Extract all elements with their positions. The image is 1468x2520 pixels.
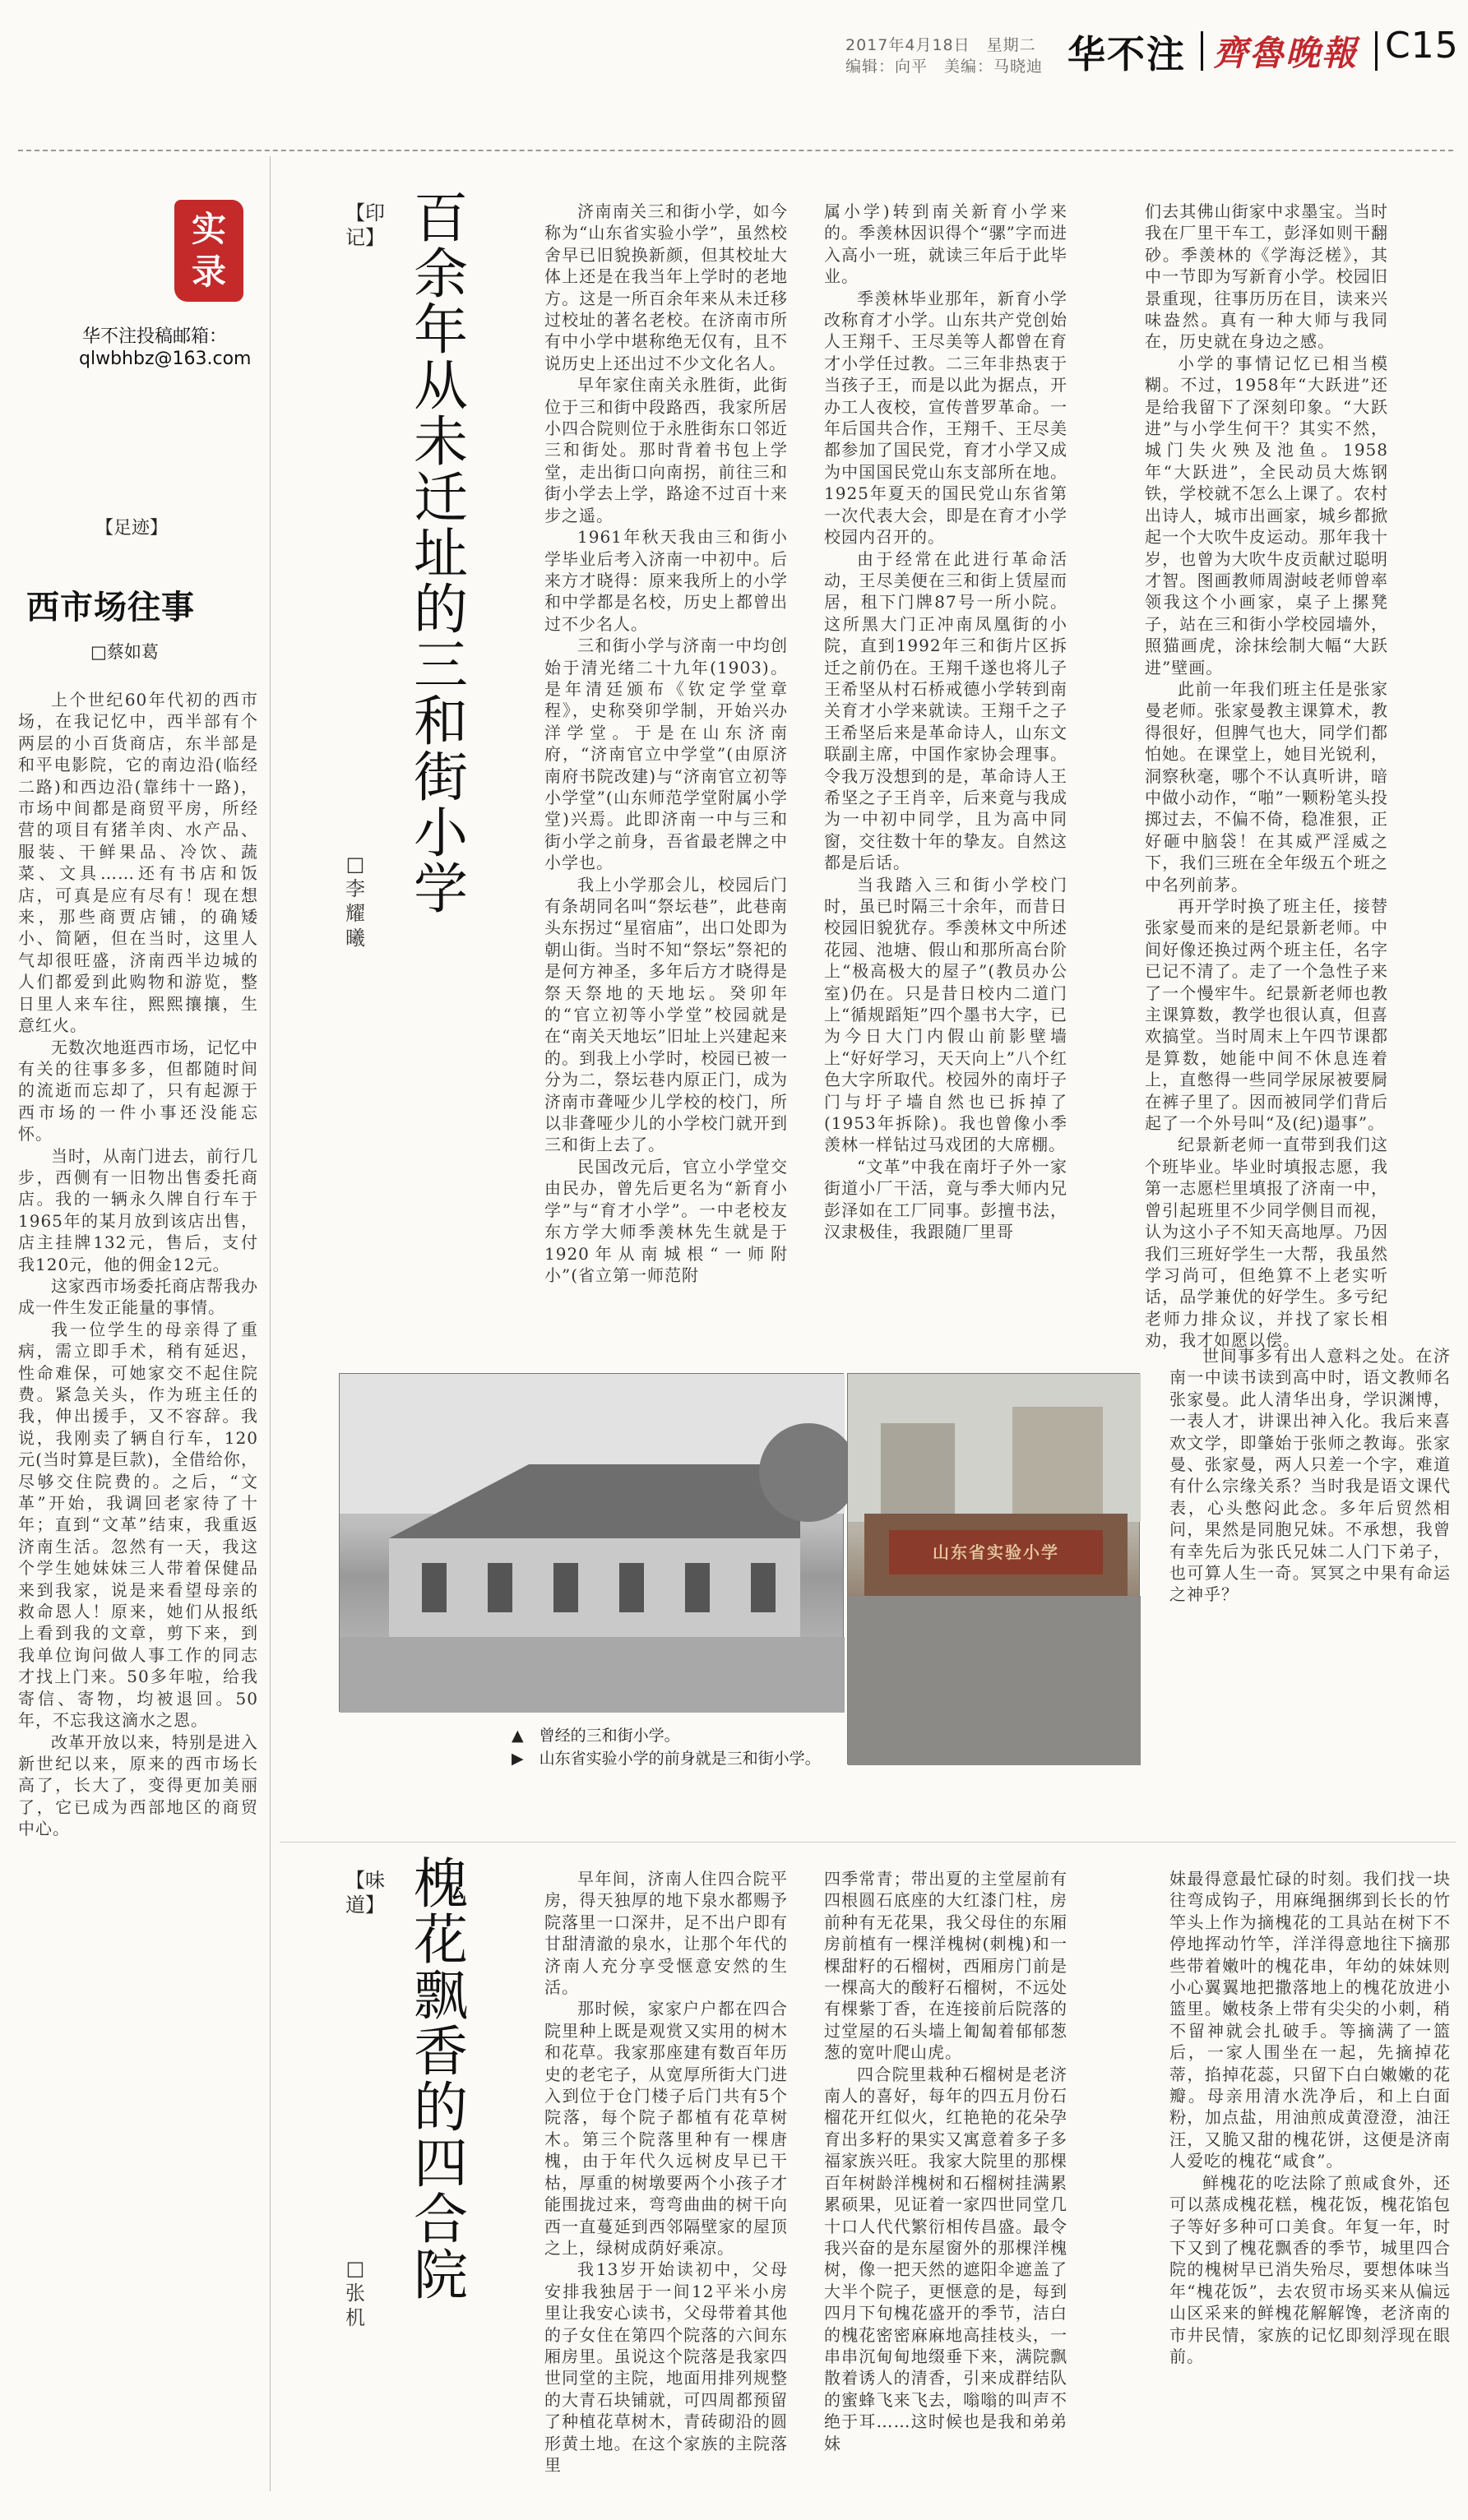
- paragraph: 属小学)转到南关新育小学来的。季羡林因识得个“骡”字而进入高小一班，就读三年后于此毕业。: [824, 201, 1067, 287]
- paragraph: 小学的事情记忆已相当模糊。不过，1958年“大跃进”还是给我留下了深刻印象。“大跃进”与小学生何干？其实不然，城门失火殃及池鱼。1958年“大跃进”，全民动员大炼钢铁，学校就不怎么上课了。农村出诗人，城市出画家，城乡都掀起一个大吹牛皮运动。那年我十岁，也曾为大吹牛皮贡献过聪明才智。图画教师周澍岐老师曾率领我这个小画家，桌子上摞凳子，站在三和街小学校园墙外，照猫画虎，涂抹绘制大幅“大跃进”壁画。: [1145, 353, 1388, 677]
- paragraph: 四季常青；带出夏的主堂屋前有四根圆石底座的大红漆门柱，房前种有无花果，我父母住的东厢房前植有一棵洋槐树(刺槐)和一棵甜籽的石榴树，西厢房门前是一棵高大的酸籽石榴树，不远处有棵紫丁香，在连接前后院落的过堂屋的石头墙上匍匐着郁郁葱葱的宽叶爬山虎。: [824, 1869, 1067, 2063]
- article-column: [1145, 201, 1388, 1351]
- paragraph: 改革开放以来，特别是进入新世纪以来，原来的西市场长高了，长大了，变得更加美丽了，它已成为西部地区的商贸中心。: [18, 1732, 258, 1839]
- article-author: □蔡如葛: [90, 642, 159, 662]
- section-divider: [280, 1842, 1456, 1843]
- article-author: □李耀曦: [345, 853, 365, 950]
- article-category: 【足迹】: [95, 518, 169, 539]
- header-divider: [1201, 31, 1203, 71]
- paragraph: 纪景新老师一直带到我们这个班毕业。毕业时填报志愿，我第一志愿栏里填报了济南一中，曾引起班里不少同学侧目而视，认为这小子不知天高地厚。乃因我们三班好学生一大帮，我虽然学习尚可，但绝算不上老实听话，品学兼优的好学生。多亏纪老师力排众议，并找了家长相劝，我才如愿以偿。: [1145, 1135, 1388, 1351]
- paragraph: 1961年秋天我由三和街小学毕业后考入济南一中初中。后来方才晓得：原来我所上的小学和中学都是名校，历史上都曾出过不少名人。: [544, 527, 788, 634]
- article-author: □张机: [345, 2257, 365, 2329]
- paragraph: 世间事多有出人意料之处。在济南一中读书读到高中时，语文教师名张家曼。此人清华出身，学识渊博，一表人才，讲课出神入化。我后来喜欢文学，即肇始于张师之教诲。张家曼、张家曼，两人只差一个字，难道有什么宗缘关系？当时我是语文课代表，心头憋闷此念。多年后贸然相问，果然是同胞兄妹。不承想，我曾有幸先后为张氏兄妹二人门下弟子，也可算人生一奇。冥冥之中果有命运之神乎？: [1169, 1346, 1451, 1605]
- article-category: 【印记】: [345, 201, 385, 249]
- seal-char: 实: [191, 209, 226, 249]
- newspaper-logo: 齊魯晚報: [1213, 33, 1359, 73]
- editor-credits: 编辑：向平 美编：马晓迪: [845, 58, 1044, 76]
- section-title: 华不注: [1067, 32, 1186, 76]
- contact-email[interactable]: qlwbhbz@163.com: [79, 349, 252, 369]
- contact-label: 华不注投稿邮箱：: [82, 326, 228, 347]
- article-body: [18, 689, 258, 2465]
- paragraph: 早年间，济南人住四合院平房，得天独厚的地下泉水都赐予院落里一口深井，足不出户即有甘甜清澈的泉水，让那个年代的济南人充分享受惬意安然的生活。: [544, 1869, 788, 1998]
- paragraph: “文革”中我在南圩子外一家街道小厂干活，竟与季大师内兄彭泽如在工厂同事。彭擅书法，汉隶极佳，我跟随厂里哥: [824, 1156, 1067, 1242]
- seal-char: 录: [191, 252, 226, 292]
- paragraph: 们去其佛山街家中求墨宝。当时我在厂里干车工，彭泽如则干翻砂。季羡林的《学海泛槎》，其中一节即为写新育小学。校园旧景重现，往事历历在目，读来兴味盎然。真有一种大师与我同在，历史就在身边之感。: [1145, 201, 1388, 352]
- paragraph: 民国改元后，官立小学堂交由民办，曾先后更名为“新育小学”与“育才小学”。一中老校友东方学大师季羡林先生就是于1920年从南城根“一师附小”(省立第一师范附: [544, 1156, 788, 1285]
- article-column: [1169, 1868, 1451, 2493]
- article-column: [544, 1868, 788, 2493]
- paragraph: 上个世纪60年代初的西市场，在我记忆中，西半部有个两层的小百货商店，东半部是和平电影院，它的南边沿(临经二路)和西边沿(靠纬十一路)，市场中间都是商贸平房，所经营的项目有猪羊肉、水产品、服装、干鲜果品、冷饮、蔬菜、文具……还有书店和饭店，可真是应有尽有！现在想来，那些商贾店铺，的确矮小、简陋，但在当时，这里人气却很旺盛，济南西半边城的人们都爱到此购物和游览，整日里人来车往，熙熙攘攘，生意红火。: [18, 690, 258, 1036]
- article-title: 槐花飘香的四合院: [414, 1852, 468, 2307]
- section-seal: [174, 200, 243, 302]
- article-category: 【味道】: [345, 1869, 385, 1917]
- article-title: 百余年从未迁址的三和街小学: [414, 187, 468, 921]
- article-column: [544, 201, 788, 1345]
- paragraph: 无数次地逛西市场，记忆中有关的往事多多，但都随时间的流逝而忘却了，只有起源于西市场的一件小事还没能忘怀。: [18, 1037, 258, 1144]
- article-column: [824, 201, 1067, 1337]
- article-column: [1169, 1345, 1451, 1838]
- paragraph: 季羡林毕业那年，新育小学改称育才小学。山东共产党创始人王翔千、王尽美等人都曾在育才小学任过教。二三年非热衷于当孩子王，而是以此为据点，开办工人夜校，宣传普罗革命。一年后国共合作，王翔千、王尽美都参加了国民党，育才小学又成为中国国民党山东支部所在地。1925年夏天的国民党山东省第一次代表大会，即是在育才小学校园内召开的。: [824, 288, 1067, 548]
- paragraph: 这家西市场委托商店帮我办成一件生发正能量的事情。: [18, 1275, 258, 1318]
- paragraph: 当我踏入三和街小学校门时，虽已时隔三十余年，而昔日校园旧貌犹存。季羡林文中所述花园、池塘、假山和那所高台阶上“极高极大的屋子”(教员办公室)仍在。只是昔日校内二道门上“循规蹈矩”四个墨书大字，已为今日大门内假山前影壁墙上“好好学习，天天向上”八个红色大字所取代。校园外的南圩子门与圩子墙自然也已拆掉了(1953年拆除)。我也曾像小季羡林一样钻过马戏团的大席棚。: [824, 874, 1067, 1155]
- photo-caption: ▲ 曾经的三和街小学。: [512, 1727, 680, 1745]
- paragraph: 鲜槐花的吃法除了煎咸食外，还可以蒸成槐花糕，槐花饭，槐花馅包子等好多种可口美食。年复一年，时下又到了槐花飘香的季节，城里四合院的槐树早已消失殆尽，要想体味当年“槐花饭”，去农贸市场买来从偏远山区采来的鲜槐花解解馋，老济南的市井民情，家族的记忆即刻浮现在眼前。: [1169, 2172, 1451, 2366]
- header-rule: [18, 150, 1453, 151]
- header-divider: [1375, 31, 1378, 71]
- paragraph: 早年家住南关永胜街，此街位于三和街中段路西，我家所居小四合院则位于永胜街东口邻近三和街处。那时背着书包上学堂，走出街口向南拐，前往三和街小学去上学，路途不过百十来步之遥。: [544, 375, 788, 525]
- paragraph: 我一位学生的母亲得了重病，需立即手术，稍有延迟，性命难保，可她家交不起住院费。紧急关头，作为班主任的我，伸出援手，又不容辞。我说，我刚卖了辆自行车，120元(当时算是巨款)，全借给你，尽够交住院费的。之后，“文革”开始，我调回老家待了十年；直到“文革”结束，我重返济南生活。忽然有一天，我这个学生她妹妹三人带着保健品来到我家，说是来看望母亲的救命恩人！原来，她们从报纸上看到我的文章，剪下来，到我单位询问做人事工作的同志才找上门来。50多年啦，给我寄信、寄物，均被退回。50年，不忘我这滴水之恩。: [18, 1319, 258, 1731]
- paragraph: 三和街小学与济南一中均创始于清光绪二十九年(1903)。是年清廷颁布《钦定学堂章程》，史称癸卯学制，开始兴办洋学堂。于是在山东济南府，“济南官立中学堂”(由原济南府书院改建)与“济南官立初等小学堂”(山东师范学堂附属小学堂)兴焉。此即济南一中与三和街小学之前身，吾省最老牌之中小学也。: [544, 636, 788, 873]
- photo-caption: ▶ 山东省实验小学的前身就是三和街小学。: [512, 1750, 821, 1768]
- issue-date: 2017年4月18日 星期二: [845, 36, 1036, 54]
- paragraph: 妹最得意最忙碌的时刻。我们找一块往弯成钩子，用麻绳捆绑到长长的竹竿头上作为摘槐花的工具站在树下不停地挥动竹竿，洋洋得意地往下摘那些带着嫩叶的槐花串，年幼的妹妹则小心翼翼地把撒落地上的槐花放进小篮里。嫩枝条上带有尖尖的小刺，稍不留神就会扎破手。等摘满了一篮后，一家人围坐在一起，先摘掉花蒂，掐掉花蕊，只留下白白嫩嫩的花瓣。母亲用清水洗净后，和上白面粉，加点盐，用油煎成黄澄澄，油汪汪，又脆又甜的槐花饼，这便是济南人爱吃的槐花“咸食”。: [1169, 1869, 1451, 2171]
- paragraph: 四合院里栽种石榴树是老济南人的喜好，每年的四五月份石榴花开红似火，红艳艳的花朵孕育出多籽的果实又寓意着多子多福家族兴旺。我家大院里的那棵百年树龄洋槐树和石榴树挂满累累硕果，见证着一家四世同堂几十口人代代繁衍相传昌盛。最令我兴奋的是东屋窗外的那棵洋槐树，像一把天然的遮阳伞遮盖了大半个院子，更惬意的是，每到四月下旬槐花盛开的季节，洁白的槐花密密麻麻地高挂枝头，一串串沉甸甸地缀垂下来，满院飘散着诱人的清香，引来成群结队的蜜蜂飞来飞去，嗡嗡的叫声不绝于耳……这时候也是我和弟弟妹: [824, 2064, 1067, 2453]
- photo-old-school: [339, 1373, 844, 1712]
- paragraph: 我13岁开始读初中，父母安排我独居于一间12平米小房里让我安心读书，父母带着其他的子女住在第四个院落的六间东厢房里。虽说这个院落是我家四世同堂的主院，地面用排列规整的大青石块铺就，可四周都预留了种植花草树木，青砖砌沿的圆形黄土地。在这个家族的主院落里: [544, 2259, 788, 2475]
- paragraph: 由于经常在此进行革命活动，王尽美便在三和街上赁屋而居，租下门牌87号一所小院。这所黑大门正冲南凤凰街的小院，直到1992年三和街片区拆迁之前仍在。王翔千遂也将儿子王希坚从村石桥戒德小学转到南关育才小学来就读。王翔千之子王希坚后来是革命诗人，山东文联副主席，中国作家协会理事。令我万没想到的是，革命诗人王希坚之子王肖辛，后来竟与我成为一中初中同学，且为高中同窗，交往数十年的挚友。自然这都是后话。: [824, 548, 1067, 873]
- article-title: 西市场往事: [26, 588, 195, 627]
- page-number: C15: [1385, 25, 1459, 67]
- paragraph: 此前一年我们班主任是张家曼老师。张家曼教主课算术，教得很好，但脾气也大，同学们都怕她。在课堂上，她目光锐利，洞察秋毫，哪个不认真听讲，暗中做小动作，“啪”一颗粉笔头投掷过去，不偏不倚，稳准狠，正好砸中脑袋！在其威严淫威之下，我们三班在全年级五个班之中名列前茅。: [1145, 678, 1388, 895]
- paragraph: 再开学时换了班主任，接替张家曼而来的是纪景新老师。中间好像还换过两个班主任，名字已记不清了。走了一个急性子来了一个慢牢牛。纪景新老师也教主课算数，教学也很认真，但喜欢搞堂。当时周末上午四节课都是算数，她能中间不休息连着上，直憋得一些同学尿尿被要屙在裤子里了。因而被同学们背后起了一个外号叫“及(纪)遢事”。: [1145, 896, 1388, 1134]
- paragraph: 济南南关三和街小学，如今称为“山东省实验小学”，虽然校舍早已旧貌换新颜，但其校址大体上还是在我当年上学时的老地方。这是一所百余年来从未迁移过校址的著名老校。在济南市所有中小学中堪称绝无仅有，且不说历史上还出过不少文化名人。: [544, 201, 788, 373]
- paragraph: 当时，从南门进去，前行几步，西侧有一旧物出售委托商店。我的一辆永久牌自行车于1965年的某月放到该店出售，店主挂牌132元，售后，支付我120元，他的佣金12元。: [18, 1145, 258, 1274]
- school-sign: 山东省实验小学: [889, 1530, 1103, 1574]
- column-divider: [270, 156, 271, 2491]
- photo-new-school-gate: [847, 1373, 1140, 1764]
- article-column: [824, 1868, 1067, 2493]
- paragraph: 我上小学那会儿，校园后门有条胡同名叫“祭坛巷”，此巷南头东拐过“星宿庙”，出口处即为朝山街。当时不知“祭坛”祭祀的是何方神圣，多年后方才晓得是祭天祭地的天地坛。癸卯年的“官立初等小学堂”校园就是在“南关天地坛”旧址上兴建起来的。到我上小学时，校园已被一分为二，祭坛巷内原正门，成为济南市聋哑少儿学校的校门，所以非聋哑少儿的小学校门就开到三和街上去了。: [544, 874, 788, 1155]
- paragraph: 那时候，家家户户都在四合院里种上既是观赏又实用的树木和花草。我家那座建有数百年历史的老宅子，从宽厚所街大门进入到位于仓门楼子后门共有5个院落，每个院子都植有花草树木。第三个院落里种有一棵唐槐，由于年代久远树皮早已干枯，厚重的树墩要两个小孩子才能围拢过来，弯弯曲曲的树干向西一直蔓延到西邻隔壁家的屋顶之上，绿树成荫好乘凉。: [544, 1999, 788, 2258]
- old-school-illustration: [340, 1374, 845, 1713]
